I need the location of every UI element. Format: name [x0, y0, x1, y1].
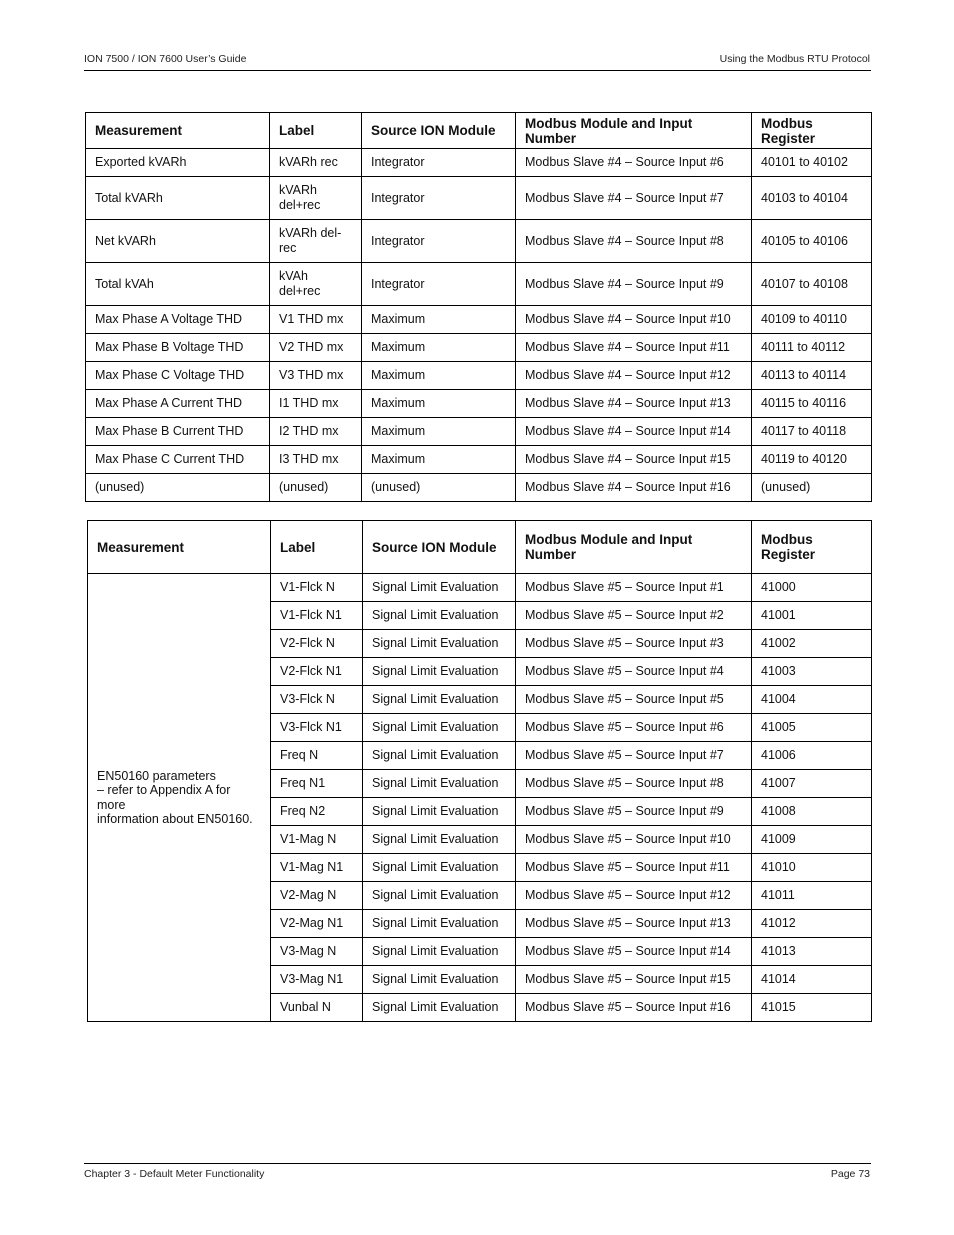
measurement-cell: Max Phase B Current THD — [86, 418, 270, 446]
label-cell: V1 THD mx — [270, 306, 362, 334]
source-module-cell: Signal Limit Evaluation — [363, 686, 516, 714]
modbus-input-cell: Modbus Slave #5 – Source Input #6 — [516, 714, 752, 742]
source-module-cell: Maximum — [362, 362, 516, 390]
source-module-cell: Signal Limit Evaluation — [363, 882, 516, 910]
modbus-input-cell: Modbus Slave #4 – Source Input #13 — [516, 390, 752, 418]
column-header-measurement: Measurement — [88, 521, 271, 574]
measurement-cell: Total kVARh — [86, 177, 270, 220]
source-module-cell: Signal Limit Evaluation — [363, 966, 516, 994]
label-cell: V3-Flck N — [271, 686, 363, 714]
table-row — [86, 306, 872, 334]
modbus-register-cell: 41012 — [752, 910, 872, 938]
column-header-source-module: Source ION Module — [363, 521, 516, 574]
source-module-cell: Signal Limit Evaluation — [363, 770, 516, 798]
measurement-cell: Max Phase C Voltage THD — [86, 362, 270, 390]
modbus-input-cell: Modbus Slave #5 – Source Input #16 — [516, 994, 752, 1022]
source-module-cell: Signal Limit Evaluation — [363, 910, 516, 938]
table-row — [86, 177, 872, 220]
modbus-register-cell: 41010 — [752, 854, 872, 882]
modbus-input-cell: Modbus Slave #4 – Source Input #11 — [516, 334, 752, 362]
table-row — [88, 574, 872, 602]
modbus-register-cell: 41001 — [752, 602, 872, 630]
modbus-input-cell: Modbus Slave #5 – Source Input #5 — [516, 686, 752, 714]
modbus-register-cell: 40113 to 40114 — [752, 362, 872, 390]
modbus-register-cell: 41006 — [752, 742, 872, 770]
label-cell: Freq N1 — [271, 770, 363, 798]
merged-measurement-cell — [88, 574, 271, 1022]
modbus-register-cell: 40103 to 40104 — [752, 177, 872, 220]
table-row — [86, 418, 872, 446]
label-cell: I3 THD mx — [270, 446, 362, 474]
column-header-measurement: Measurement — [86, 113, 270, 149]
modbus-input-cell: Modbus Slave #5 – Source Input #15 — [516, 966, 752, 994]
label-cell: V2-Mag N — [271, 882, 363, 910]
running-footer-chapter: Chapter 3 - Default Meter Functionality — [84, 1168, 265, 1180]
label-cell: kVAh del+rec — [270, 263, 362, 306]
source-module-cell: Integrator — [362, 177, 516, 220]
modbus-register-cell: 40117 to 40118 — [752, 418, 872, 446]
modbus-register-cell: 41011 — [752, 882, 872, 910]
modbus-register-cell: 41007 — [752, 770, 872, 798]
label-cell: kVARh del-rec — [270, 220, 362, 263]
label-cell: I1 THD mx — [270, 390, 362, 418]
table-row — [86, 474, 872, 502]
modbus-input-cell: Modbus Slave #5 – Source Input #13 — [516, 910, 752, 938]
source-module-cell: Integrator — [362, 149, 516, 177]
measurement-cell: (unused) — [86, 474, 270, 502]
modbus-input-cell: Modbus Slave #5 – Source Input #10 — [516, 826, 752, 854]
source-module-cell: (unused) — [362, 474, 516, 502]
modbus-input-cell: Modbus Slave #5 – Source Input #1 — [516, 574, 752, 602]
table-header-row — [88, 521, 872, 574]
modbus-input-cell: Modbus Slave #4 – Source Input #10 — [516, 306, 752, 334]
modbus-register-cell: 40107 to 40108 — [752, 263, 872, 306]
source-module-cell: Signal Limit Evaluation — [363, 602, 516, 630]
label-cell: V1-Flck N — [271, 574, 363, 602]
label-cell: (unused) — [270, 474, 362, 502]
modbus-register-cell: 41003 — [752, 658, 872, 686]
running-header-section: Using the Modbus RTU Protocol — [719, 53, 870, 65]
source-module-cell: Signal Limit Evaluation — [363, 854, 516, 882]
source-module-cell: Signal Limit Evaluation — [363, 630, 516, 658]
table-row — [86, 390, 872, 418]
source-module-cell: Maximum — [362, 418, 516, 446]
source-module-cell: Signal Limit Evaluation — [363, 714, 516, 742]
label-cell: Freq N — [271, 742, 363, 770]
running-header-title: ION 7500 / ION 7600 User’s Guide — [84, 53, 247, 65]
source-module-cell: Maximum — [362, 334, 516, 362]
source-module-cell: Integrator — [362, 263, 516, 306]
table-row — [86, 446, 872, 474]
source-module-cell: Signal Limit Evaluation — [363, 742, 516, 770]
label-cell: Freq N2 — [271, 798, 363, 826]
modbus-input-cell: Modbus Slave #4 – Source Input #8 — [516, 220, 752, 263]
measurement-cell: Net kVARh — [86, 220, 270, 263]
label-cell: Vunbal N — [271, 994, 363, 1022]
modbus-input-cell: Modbus Slave #5 – Source Input #3 — [516, 630, 752, 658]
column-header-modbus-input: Modbus Module and Input Number — [516, 113, 752, 149]
column-header-source-module: Source ION Module — [362, 113, 516, 149]
modbus-input-cell: Modbus Slave #5 – Source Input #11 — [516, 854, 752, 882]
label-cell: V1-Mag N1 — [271, 854, 363, 882]
measurement-line: information about EN50160. — [97, 812, 253, 826]
modbus-input-cell: Modbus Slave #4 – Source Input #12 — [516, 362, 752, 390]
source-module-cell: Signal Limit Evaluation — [363, 574, 516, 602]
source-module-cell: Maximum — [362, 446, 516, 474]
modbus-register-cell: (unused) — [752, 474, 872, 502]
source-module-cell: Signal Limit Evaluation — [363, 658, 516, 686]
column-header-modbus-register: Modbus Register — [752, 113, 872, 149]
modbus-input-cell: Modbus Slave #5 – Source Input #14 — [516, 938, 752, 966]
column-header-label: Label — [270, 113, 362, 149]
modbus-input-cell: Modbus Slave #5 – Source Input #7 — [516, 742, 752, 770]
measurement-cell: Max Phase C Current THD — [86, 446, 270, 474]
modbus-register-cell: 40105 to 40106 — [752, 220, 872, 263]
table-body — [88, 574, 872, 1022]
header-rule — [84, 70, 871, 71]
label-cell: V1-Flck N1 — [271, 602, 363, 630]
source-module-cell: Signal Limit Evaluation — [363, 798, 516, 826]
modbus-input-cell: Modbus Slave #5 – Source Input #9 — [516, 798, 752, 826]
label-cell: kVARh rec — [270, 149, 362, 177]
source-module-cell: Maximum — [362, 306, 516, 334]
column-header-label: Label — [271, 521, 363, 574]
modbus-register-cell: 41004 — [752, 686, 872, 714]
label-cell: V2 THD mx — [270, 334, 362, 362]
source-module-cell: Integrator — [362, 220, 516, 263]
column-header-modbus-register: Modbus Register — [752, 521, 872, 574]
table-row — [86, 149, 872, 177]
table-row — [86, 263, 872, 306]
label-cell: I2 THD mx — [270, 418, 362, 446]
measurement-cell: Max Phase B Voltage THD — [86, 334, 270, 362]
modbus-register-cell: 41005 — [752, 714, 872, 742]
label-cell: V2-Flck N — [271, 630, 363, 658]
modbus-register-cell: 41009 — [752, 826, 872, 854]
modbus-slave-5-table — [87, 520, 872, 1022]
table-row — [86, 362, 872, 390]
modbus-input-cell: Modbus Slave #4 – Source Input #6 — [516, 149, 752, 177]
modbus-register-cell: 41015 — [752, 994, 872, 1022]
modbus-input-cell: Modbus Slave #4 – Source Input #15 — [516, 446, 752, 474]
table-body — [86, 149, 872, 502]
measurement-cell: Total kVAh — [86, 263, 270, 306]
modbus-input-cell: Modbus Slave #4 – Source Input #16 — [516, 474, 752, 502]
modbus-input-cell: Modbus Slave #5 – Source Input #2 — [516, 602, 752, 630]
modbus-register-cell: 41008 — [752, 798, 872, 826]
footer-rule — [84, 1163, 871, 1164]
modbus-register-cell: 41014 — [752, 966, 872, 994]
label-cell: kVARh del+rec — [270, 177, 362, 220]
label-cell: V3 THD mx — [270, 362, 362, 390]
table-row — [86, 334, 872, 362]
modbus-input-cell: Modbus Slave #4 – Source Input #7 — [516, 177, 752, 220]
table-row — [86, 220, 872, 263]
measurement-line: – refer to Appendix A for more — [97, 783, 231, 812]
modbus-input-cell: Modbus Slave #5 – Source Input #8 — [516, 770, 752, 798]
modbus-input-cell: Modbus Slave #4 – Source Input #9 — [516, 263, 752, 306]
source-module-cell: Signal Limit Evaluation — [363, 994, 516, 1022]
modbus-register-cell: 41002 — [752, 630, 872, 658]
modbus-register-cell: 40115 to 40116 — [752, 390, 872, 418]
measurement-cell: Exported kVARh — [86, 149, 270, 177]
modbus-register-cell: 41013 — [752, 938, 872, 966]
source-module-cell: Signal Limit Evaluation — [363, 938, 516, 966]
measurement-cell: Max Phase A Current THD — [86, 390, 270, 418]
label-cell: V3-Flck N1 — [271, 714, 363, 742]
modbus-register-cell: 40111 to 40112 — [752, 334, 872, 362]
modbus-register-cell: 40109 to 40110 — [752, 306, 872, 334]
label-cell: V2-Mag N1 — [271, 910, 363, 938]
label-cell: V3-Mag N1 — [271, 966, 363, 994]
measurement-cell: Max Phase A Voltage THD — [86, 306, 270, 334]
label-cell: V3-Mag N — [271, 938, 363, 966]
source-module-cell: Signal Limit Evaluation — [363, 826, 516, 854]
label-cell: V1-Mag N — [271, 826, 363, 854]
table-header-row — [86, 113, 872, 149]
modbus-slave-4-table — [85, 112, 872, 502]
modbus-register-cell: 41000 — [752, 574, 872, 602]
measurement-line: EN50160 parameters — [97, 768, 216, 783]
column-header-modbus-input: Modbus Module and Input Number — [516, 521, 752, 574]
modbus-input-cell: Modbus Slave #4 – Source Input #14 — [516, 418, 752, 446]
page-number: Page 73 — [830, 1168, 870, 1180]
modbus-input-cell: Modbus Slave #5 – Source Input #12 — [516, 882, 752, 910]
source-module-cell: Maximum — [362, 390, 516, 418]
modbus-input-cell: Modbus Slave #5 – Source Input #4 — [516, 658, 752, 686]
modbus-register-cell: 40119 to 40120 — [752, 446, 872, 474]
modbus-register-cell: 40101 to 40102 — [752, 149, 872, 177]
label-cell: V2-Flck N1 — [271, 658, 363, 686]
